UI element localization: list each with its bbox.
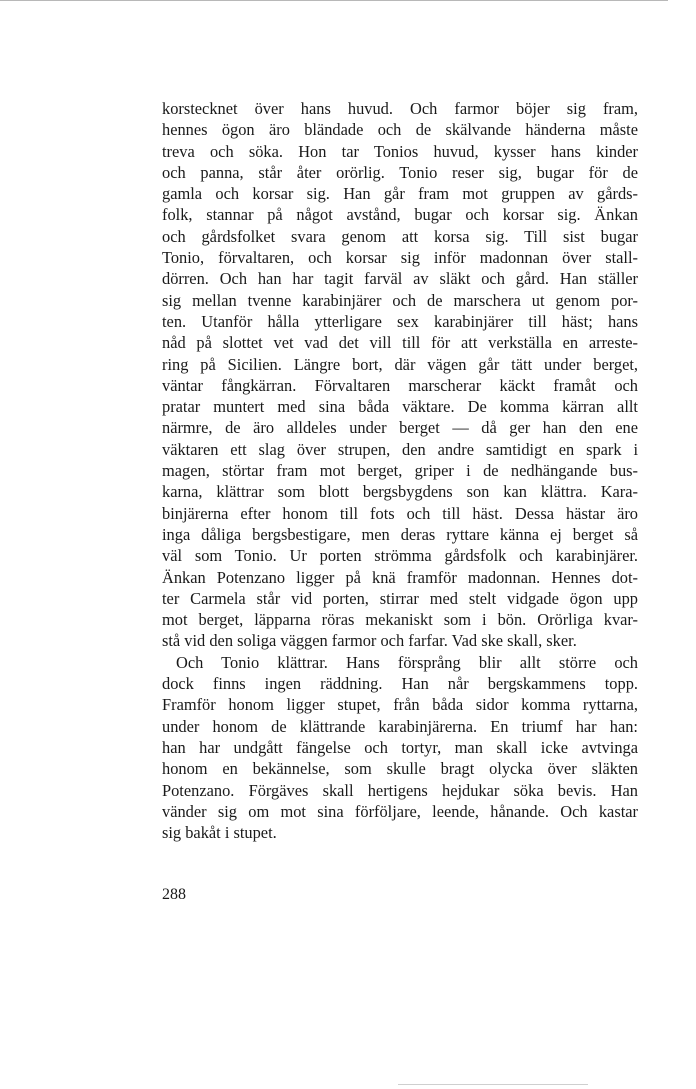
text-line: väl som Tonio. Ur porten strömma gårdsfolk och karabinjärer.: [162, 546, 638, 566]
text-line: magen, störtar fram mot berget, griper i de nedhängande bus-: [162, 461, 638, 481]
page-number: 288: [162, 886, 186, 903]
text-line: ring på Sicilien. Längre bort, där vägen går tätt under berget,: [162, 354, 638, 374]
text-line: Tonio, förvaltaren, och korsar sig inför madonnan över stall-: [162, 248, 638, 268]
text-line: vänder sig om mot sina förföljare, leende, hånande. Och kastar: [162, 801, 638, 821]
text-line: nåd på slottet vet vad det vill till för att verkställa en arreste-: [162, 333, 638, 353]
paragraph-2: [162, 652, 638, 844]
text-line: dock finns ingen räddning. Han når bergskammens topp.: [162, 674, 638, 694]
text-line: inga dåliga bergsbestigare, men deras ryttare känna ej berget så: [162, 524, 638, 544]
text-line: dörren. Och han har tagit farväl av släkt och gård. Han ställer: [162, 269, 638, 289]
text-line: mot berget, läpparna röras mekaniskt som i bön. Orörliga kvar-: [162, 610, 638, 630]
text-line: honom en bekännelse, som skulle bragt olycka över släkten: [162, 759, 638, 779]
text-line: väktaren ett slag över strupen, den andre samtidigt en spark i: [162, 439, 638, 459]
text-line: stå vid den soliga väggen farmor och farfar. Vad ske skall, sker.: [162, 631, 577, 651]
text-line: Framför honom ligger stupet, från båda sidor komma ryttarna,: [162, 695, 638, 715]
body-text: [162, 98, 638, 843]
text-line: hennes ögon äro bländade och de skälvande händerna måste: [162, 120, 638, 140]
text-line: och panna, står åter orörlig. Tonio reser sig, bugar för de: [162, 162, 638, 182]
text-line: han har undgått fängelse och tortyr, man skall icke avtvinga: [162, 737, 638, 757]
text-line: och gårdsfolket svara genom att korsa sig. Till sist bugar: [162, 226, 638, 246]
bottom-edge-mark: [398, 1084, 588, 1085]
text-line: binjärerna efter honom till fots och till häst. Dessa hästar äro: [162, 503, 638, 523]
text-line: karna, klättrar som blott bergsbygdens son kan klättra. Kara-: [162, 482, 638, 502]
text-line: sig bakåt i stupet.: [162, 823, 277, 843]
text-line: gamla och korsar sig. Han går fram mot gruppen av gårds-: [162, 184, 638, 204]
text-line: Potenzano. Förgäves skall hertigens hejdukar söka bevis. Han: [162, 780, 638, 800]
text-line: treva och söka. Hon tar Tonios huvud, kysser hans kinder: [162, 141, 638, 161]
text-line: ter Carmela står vid porten, stirrar med stelt vidgade ögon upp: [162, 588, 638, 608]
text-line: väntar fångkärran. Förvaltaren marscherar käckt framåt och: [162, 375, 638, 395]
text-line: korstecknet över hans huvud. Och farmor böjer sig fram,: [162, 99, 638, 118]
text-line: folk, stannar på något avstånd, bugar och korsar sig. Änkan: [162, 205, 638, 225]
text-line: Änkan Potenzano ligger på knä framför madonnan. Hennes dot-: [162, 567, 638, 587]
text-line: sig mellan tvenne karabinjärer och de marschera ut genom por-: [162, 290, 638, 310]
text-line: ten. Utanför hålla ytterligare sex karabinjärer till häst; hans: [162, 311, 638, 331]
text-line: Och Tonio klättrar. Hans försprång blir allt större och: [176, 652, 638, 672]
text-line: närmre, de äro alldeles under berget — då ger han den ene: [162, 418, 638, 438]
top-edge-rule: [0, 0, 668, 1]
text-line: under honom de klättrande karabinjärerna. En triumf har han:: [162, 716, 638, 736]
paragraph-1: [162, 98, 638, 652]
text-line: pratar muntert med sina båda väktare. De komma kärran allt: [162, 397, 638, 417]
